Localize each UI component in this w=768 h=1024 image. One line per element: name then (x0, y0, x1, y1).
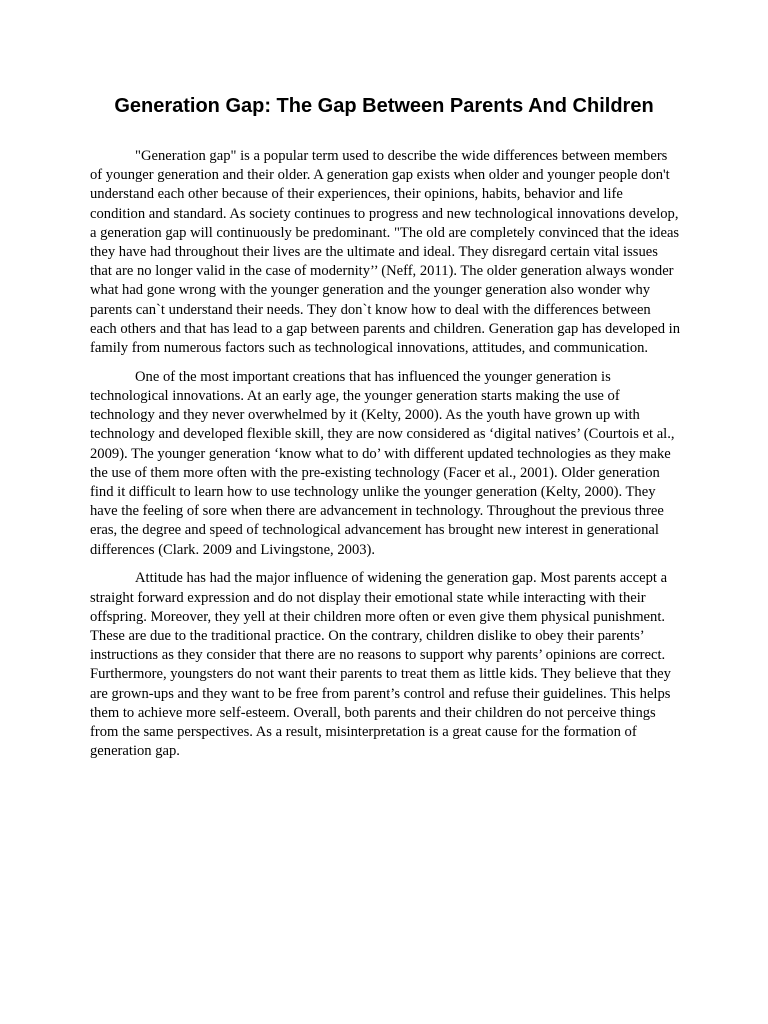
paragraph-2: One of the most important creations that has influenced the younger generation is technological innovations. At an early age, the younger generation starts making the use of technology and they never overwhelmed by it (Kelty, 2000). As the youth have grown up with technology and developed flexible skill, they are now considered as ‘digital natives’ (Courtois et al., 2009). The younger generation ‘know what to do’ with different updated technologies as they make the use of them more often with the pre-existing technology (Facer et al., 2001). Older generation find it difficult to learn how to use technology unlike the younger generation (Kelty, 2000). They have the feeling of sore when there are advancement in technology. Throughout the previous three eras, the degree and speed of technological advancement has brought new interest in generational differences (Clark. 2009 and Livingstone, 2003). (90, 368, 675, 558)
paragraph-3: Attitude has had the major influence of widening the generation gap. Most parents accept a straight forward expression and do not display their emotional state while interacting with their offspring. Moreover, they yell at their children more often or even give them physical punishment. These are due to the traditional practice. On the contrary, children dislike to obey their parents’ instructions as they consider that there are no reasons to support why parents’ opinions are correct. Furthermore, youngsters do not want their parents to treat them as little kids. They believe that they are grown-ups and they want to be free from parent’s control and refuse their guidelines. This helps them to achieve more self-esteem. Overall, both parents and their children do not perceive things from the same perspectives. As a result, misinterpretation is a great cause for the formation of generation gap. (90, 570, 671, 760)
document-title: Generation Gap: The Gap Between Parents And Children (114, 95, 654, 117)
document-body (90, 147, 680, 771)
paragraph-1: "Generation gap" is a popular term used to describe the wide differences between members of younger generation and their older. A generation gap exists when older and younger people don't understand each other because of their experiences, their opinions, habits, behavior and life condition and standard. As society continues to progress and new technological innovations develop, a generation gap will continuously be predominant. "The old are completely convinced that the ideas they have had throughout their lives are the ultimate and ideal. They disregard certain vital issues that are no longer valid in the case of modernity’’ (Neff, 2011). The older generation always wonder what had gone wrong with the younger generation and the younger generation also wonder why parents can`t understand their needs. They don`t know how to deal with the differences between each others and that has lead to a gap between parents and children. Generation gap has developed in family from numerous factors such as technological innovations, attitudes, and communication. (90, 148, 681, 357)
